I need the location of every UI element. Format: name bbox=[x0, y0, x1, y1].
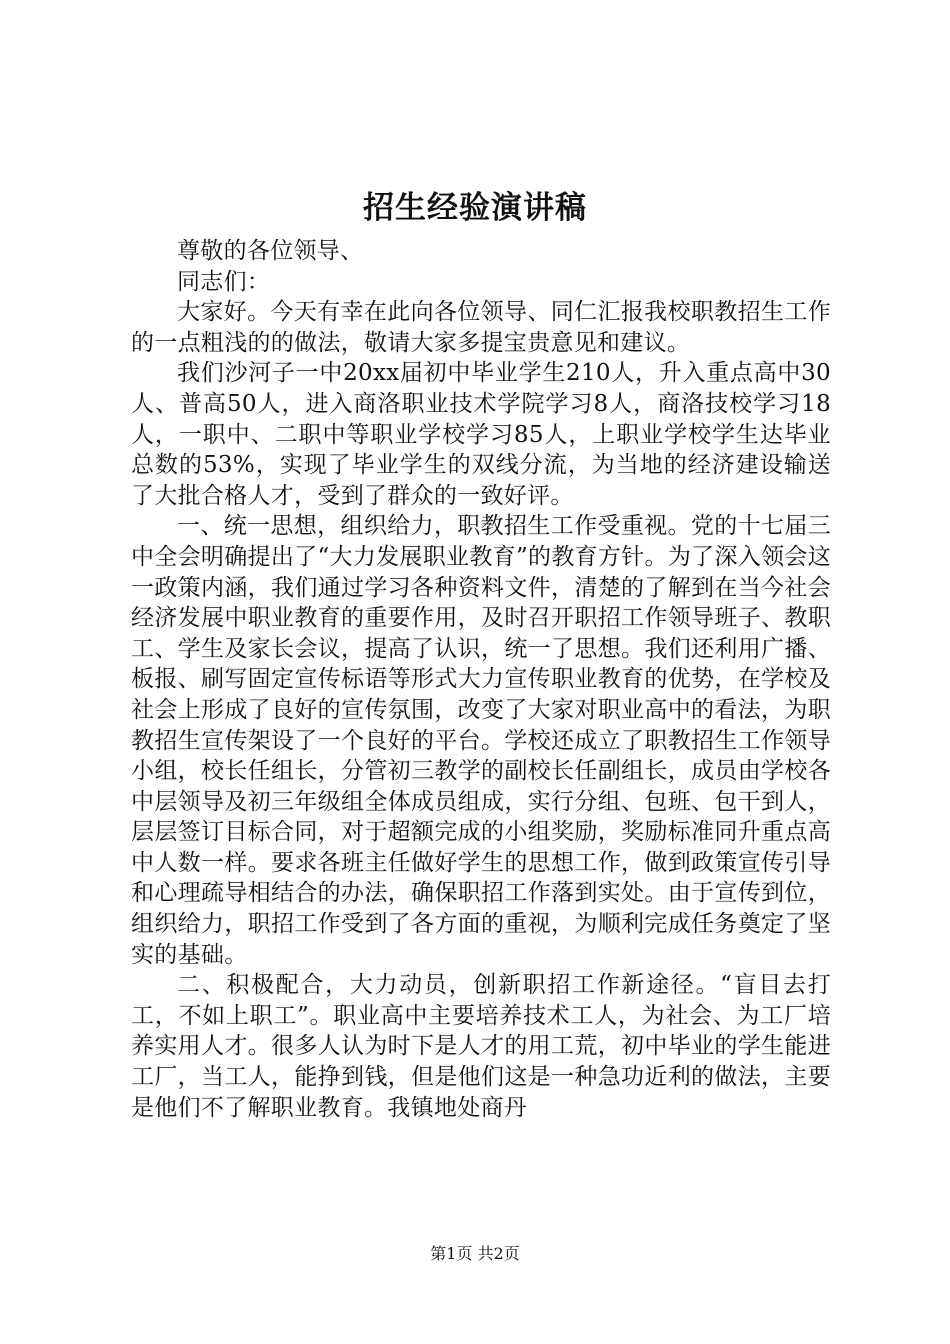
document-title: 招生经验演讲稿 bbox=[363, 190, 587, 226]
paragraph-section-one: 一、统一思想，组织给力，职教招生工作受重视。党的十七届三中全会明确提出了“大力发展职业教育”的教育方针。为了深入领会这一政策内涵，我们通过学习各种资料文件，清楚的了解到在当今社会经济发展中职业教育的重要作用，及时召开职招工作领导班子、教职工、学生及家长会议，提高了认识，统一了思想。我们还利用广播、板报、刷写固定宣传标语等形式大力宣传职业教育的优势，在学校及社会上形成了良好的宣传氛围，改变了大家对职业高中的看法，为职教招生宣传架设了一个良好的平台。学校还成立了职教招生工作领导小组，校长任组长，分管初三教学的副校长任副组长，成员由学校各中层领导及初三年级组全体成员组成，实行分组、包班、包干到人，层层签订目标合同，对于超额完成的小组奖励，奖励标准同升重点高中人数一样。要求各班主任做好学生的思想工作，做到政策宣传引导和心理疏导相结合的办法，确保职招工作落到实处。由于宣传到位，组织给力，职招工作受到了各方面的重视，为顺利完成任务奠定了坚实的基础。 bbox=[131, 513, 831, 968]
page-number-footer: 第1页 共2页 bbox=[430, 1244, 520, 1263]
salutation-line-2: 同志们： bbox=[177, 268, 271, 295]
document-body bbox=[131, 236, 831, 1123]
paragraph-section-two: 二、积极配合，大力动员，创新职招工作新途径。“盲目去打工，不如上职工”。职业高中主要培养技术工人，为社会、为工厂培养实用人才。很多人认为时下是人才的用工荒，初中毕业的学生能进工厂，当工人，能挣到钱，但是他们这是一种急功近利的做法，主要是他们不了解职业教育。我镇地处商丹 bbox=[131, 972, 831, 1121]
paragraph-statistics: 我们沙河子一中20xx届初中毕业学生210人，升入重点高中30人、普高50人，进入商洛职业技术学院学习8人，商洛技校学习18人，一职中、二职中等职业学校学习85人，上职业学校学生达毕业总数的53%，实现了毕业学生的双线分流，为当地的经济建设输送了大批合格人才，受到了群众的一致好评。 bbox=[131, 360, 831, 509]
salutation-line-1: 尊敬的各位领导、 bbox=[177, 238, 364, 264]
paragraph-greeting: 大家好。今天有幸在此向各位领导、同仁汇报我校职教招生工作的一点粗浅的的做法，敬请大家多提宝贵意见和建议。 bbox=[131, 299, 831, 356]
